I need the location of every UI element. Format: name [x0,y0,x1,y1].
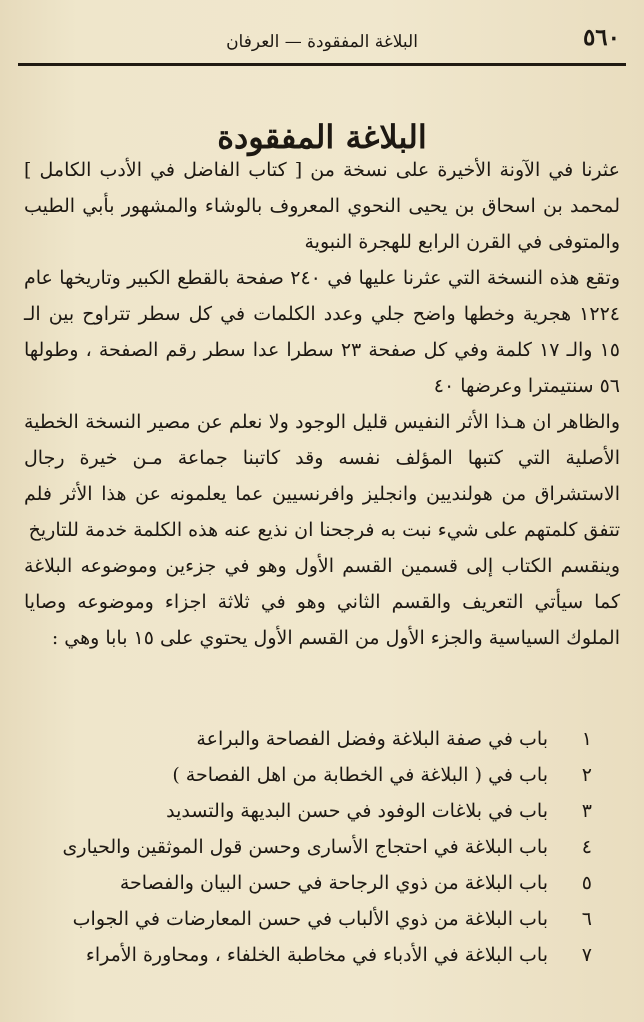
paragraph: عثرنا في الآونة الأخيرة على نسخة من [ كتاب الفاضل في الأدب الكامل ] لمحمد بن اسحاق بن يحيى النحوي المعروف بالوشاء والمشهور بأبي الطيب والمتوفى في القرن الرابع للهجرة النبوية [24,159,620,253]
chapter-number: ٤ [581,836,592,858]
running-title: البلاغة المفقودة — العرفان [226,32,418,52]
chapter-item [24,937,592,973]
chapter-title: باب البلاغة من ذوي الألباب في حسن المعارضات في الجواب [72,908,548,930]
chapter-title: باب البلاغة من ذوي الرجاحة في حسن البيان والفصاحة [119,872,548,894]
article-heading: البلاغة المفقودة [217,118,427,157]
chapter-item [24,757,592,793]
chapter-title: باب في صفة البلاغة وفضل الفصاحة والبراعة [196,728,548,750]
chapter-title: باب البلاغة في الأدباء في مخاطبة الخلفاء ، ومحاورة الأمراء [85,944,548,966]
running-head [20,22,624,58]
chapter-item [24,865,592,901]
chapter-item [24,901,592,937]
paragraph: والظاهر ان هـذا الأثر النفيس قليل الوجود ولا نعلم عن مصير النسخة الخطية الأصلية التي كتبها المؤلف نفسه وقد كاتبنا جماعة مـن خيرة رجال الاستشراق من هولنديين وانجليز وافرنسيين عما يعلمونه عن هذا الأثر فلم تتفق كلمتهم على شيء نبت به فرجحنا ان نذيع عنه هذه الكلمة خدمة للتاريخ [24,411,620,541]
chapter-item [24,793,592,829]
paragraph: وينقسم الكتاب إلى قسمين القسم الأول وهو في جزءين وموضوعه البلاغة كما سيأتي التعريف والقسم الثاني وهو في ثلاثة اجزاء وموضوعه وصايا الملوك السياسية والجزء الأول من القسم الأول يحتوي على ١٥ بابا وهي : [24,555,620,649]
page-number: ٥٦٠ [582,24,620,51]
chapter-number: ٣ [581,800,592,822]
chapter-number: ٦ [581,908,592,930]
chapter-item [24,829,592,865]
chapter-number: ١ [581,728,592,750]
paragraph: وتقع هذه النسخة التي عثرنا عليها في ٢٤٠ صفحة بالقطع الكبير وتاريخها عام ١٢٢٤ هجرية وخطها واضح جلي وعدد الكلمات في كل سطر تتراوح بين الـ ١٥ والـ ١٧ كلمة وفي كل صفحة ٢٣ سطرا عدا سطر رقم الصفحة ، وطولها ٥٦ سنتيمترا وعرضها ٤٠ [24,267,620,397]
chapter-title: باب في ( البلاغة في الخطابة من اهل الفصاحة ) [172,764,548,786]
chapter-list [24,721,592,973]
chapter-item [24,721,592,757]
article-body [24,152,620,656]
chapter-number: ٥ [581,872,592,894]
chapter-number: ٢ [581,764,592,786]
chapter-number: ٧ [581,944,592,966]
chapter-title: باب البلاغة في احتجاج الأسارى وحسن قول الموثقين والحيارى [62,836,548,858]
chapter-title: باب في بلاغات الوفود في حسن البديهة والتسديد [166,800,548,822]
header-rule [18,63,626,66]
